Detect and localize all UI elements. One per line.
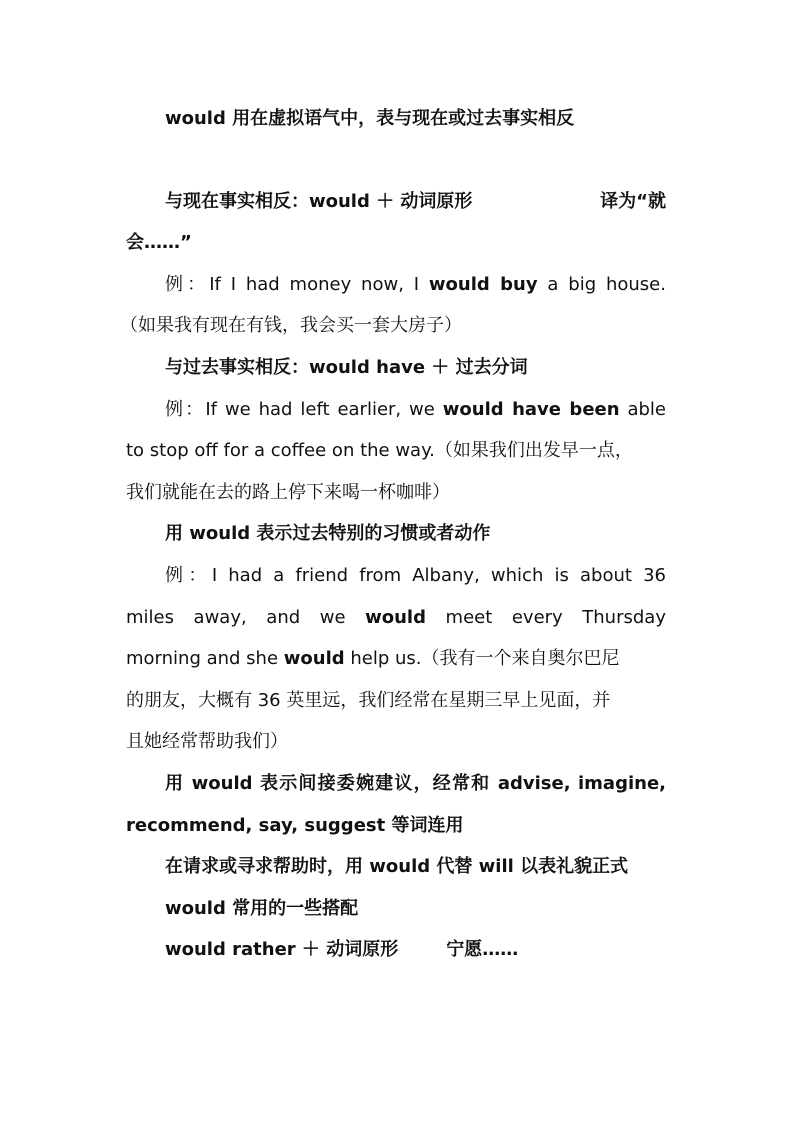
- section-present-translation-label: 译为“就: [600, 191, 666, 212]
- example-bold: would buy: [428, 274, 538, 295]
- section-present-heading: [165, 189, 666, 215]
- section-habit-example-line3: [126, 646, 686, 672]
- example-bold: would have been: [442, 399, 620, 420]
- section-habit-example-line1: 例：I had a friend from Albany, which is about 36: [165, 565, 666, 586]
- section-past-heading: 与过去事实相反：would have ＋ 过去分词: [165, 357, 528, 378]
- doc-title: would 用在虚拟语气中，表与现在或过去事实相反: [165, 108, 575, 129]
- section-present-heading-cont: 会……”: [126, 232, 192, 253]
- phrase-meaning: 宁愿……: [446, 939, 519, 960]
- section-habit-example-line5: 且她经常帮助我们）: [126, 731, 288, 752]
- phrase-would-rather: [165, 937, 666, 963]
- example-text: 例：If I had money now, I: [165, 274, 429, 295]
- section-past-example-line3: 我们就能在去的路上停下来喝一杯咖啡）: [126, 482, 450, 503]
- section-past-example-line2: to stop off for a coffee on the way.（如果我们出发早一点，: [126, 440, 633, 461]
- section-suggest-line1: 用 would 表示间接委婉建议，经常和 advise, imagine,: [165, 773, 666, 794]
- example-text: a big house.: [537, 274, 666, 295]
- example-text: able: [619, 399, 666, 420]
- phrase-text: would rather ＋ 动词原形: [165, 939, 399, 960]
- section-habit-example-line4: 的朋友，大概有 36 英里远，我们经常在星期三早上见面，并: [126, 690, 611, 711]
- example-bold: would: [283, 648, 345, 669]
- example-text: morning and she: [126, 648, 284, 669]
- section-present-translation: （如果我有现在有钱，我会买一套大房子）: [120, 315, 462, 336]
- example-text: help us.（我有一个来自奥尔巴尼: [344, 648, 620, 669]
- section-suggest-line2: recommend, say, suggest 等词连用: [126, 815, 464, 836]
- section-habit-heading: 用 would 表示过去特别的习惯或者动作: [165, 523, 491, 544]
- section-habit-example-line2: [126, 605, 666, 631]
- section-present-example: [165, 272, 666, 298]
- example-text: 例：If we had left earlier, we: [165, 399, 443, 420]
- example-text: miles away, and we: [126, 607, 366, 628]
- section-past-example: [165, 397, 666, 423]
- section-polite-line: 在请求或寻求帮助时，用 would 代替 will 以表礼貌正式: [165, 856, 629, 877]
- example-bold: would: [365, 607, 426, 628]
- example-text: meet every Thursday: [425, 607, 666, 628]
- section-phrases-heading: would 常用的一些搭配: [165, 898, 359, 919]
- section-present-heading-text: 与现在事实相反：would ＋ 动词原形: [165, 191, 473, 212]
